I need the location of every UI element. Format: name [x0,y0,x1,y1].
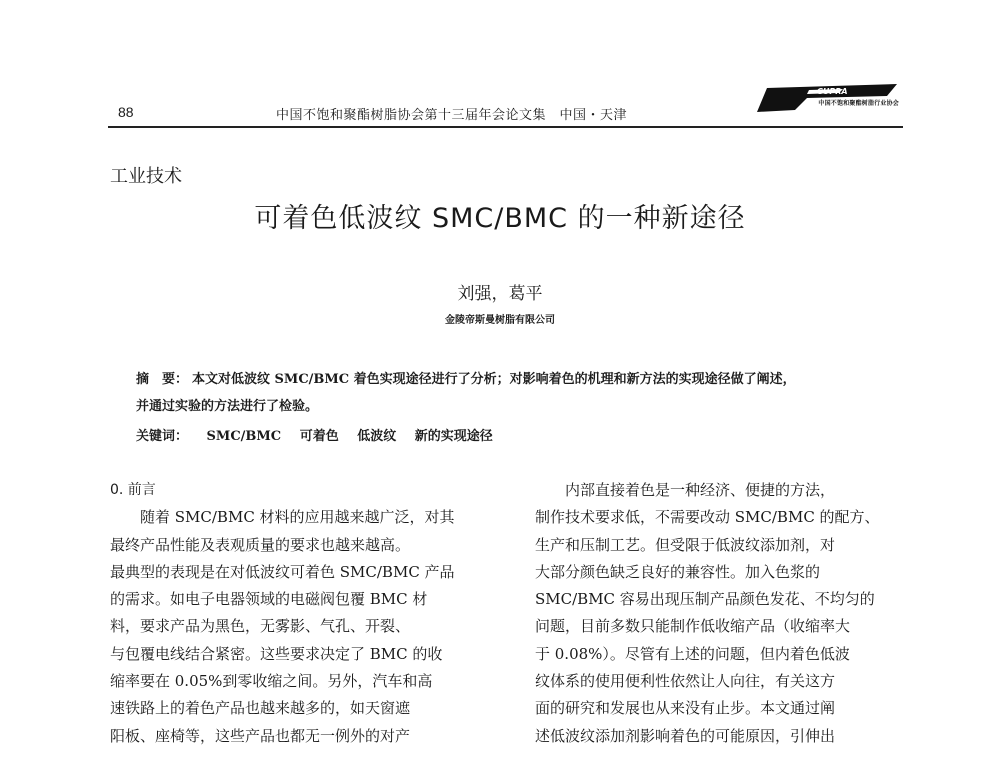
section-tag: 工业技术 [110,166,182,187]
right-column [535,477,905,750]
body-line: 速铁路上的着色产品也越来越多的，如天窗遮 [110,699,411,718]
authors: 刘强，葛平 [457,284,543,304]
body-line: 料，要求产品为黑色，无雾影、气孔、开裂、 [110,617,411,636]
body-line: 缩率要在 0.05%到零收缩之间。另外，汽车和高 [110,672,433,691]
body-line: 最典型的表现是在对低波纹可着色 SMC/BMC 产品 [110,562,455,581]
left-column [110,477,470,750]
body-line: 最终产品性能及表观质量的要求也越来越高。 [110,535,411,554]
body-line: 随着 SMC/BMC 材料的应用越来越广泛，对其 [110,508,455,527]
section-heading: 0. 前言 [110,482,156,498]
body-line: 与包覆电线结合紧密。这些要求决定了 BMC 的收 [110,644,443,663]
abstract-line: 并通过实验的方法进行了检验。 [136,399,319,414]
keywords-label: 关键词： [136,429,189,444]
body-line: 于 0.08%）。尽管有上述的问题，但内着色低波 [535,644,850,663]
running-title: 中国不饱和聚酯树脂协会第十三届年会论文集 中国・天津 [276,108,628,123]
abstract-label: 摘 要： [136,372,189,387]
page-number: 88 [118,104,134,120]
body-line: 述低波纹添加剂影响着色的可能原因，引伸出 [535,726,836,745]
keyword: 新的实现途径 [414,429,493,444]
svg-text:CUPRA: CUPRA [817,87,848,96]
page-header [108,87,903,128]
affiliation: 金陵帝斯曼树脂有限公司 [445,315,555,326]
abstract [136,366,876,420]
body-line: 内部直接着色是一种经济、便捷的方法， [535,481,836,499]
body-line: 大部分颜色缺乏良好的兼容性。加入色浆的 [535,562,821,581]
body-line: 生产和压制工艺。但受限于低波纹添加剂，对 [535,535,836,554]
logo-subtitle: 中国不饱和聚酯树脂行业协会 [818,100,899,107]
keyword: 低波纹 [357,429,397,444]
body-line: 面的研究和发展也从来没有止步。本文通过阐 [535,699,836,718]
body-line: SMC/BMC 容易出现压制产品颜色发花、不均匀的 [535,590,875,609]
association-logo [747,82,903,124]
body-line: 制作技术要求低，不需要改动 SMC/BMC 的配方、 [535,508,880,527]
keyword: 可着色 [299,429,339,444]
body-line: 问题，目前多数只能制作低收缩产品（收缩率大 [535,617,851,636]
body-line: 阳板、座椅等，这些产品也都无一例外的对产 [110,726,411,745]
abstract-line: 本文对低波纹 SMC/BMC 着色实现途径进行了分析；对影响着色的机理和新方法的实现途径做了阐述， [192,372,796,387]
body-line: 纹体系的使用便利性依然让人向往，有关这方 [535,672,836,691]
body-line: 的需求。如电子电器领域的电磁阀包覆 BMC 材 [110,590,428,609]
keyword: SMC/BMC [206,429,282,444]
paper-title: 可着色低波纹 SMC/BMC 的一种新途径 [254,203,746,234]
keywords [136,425,493,444]
